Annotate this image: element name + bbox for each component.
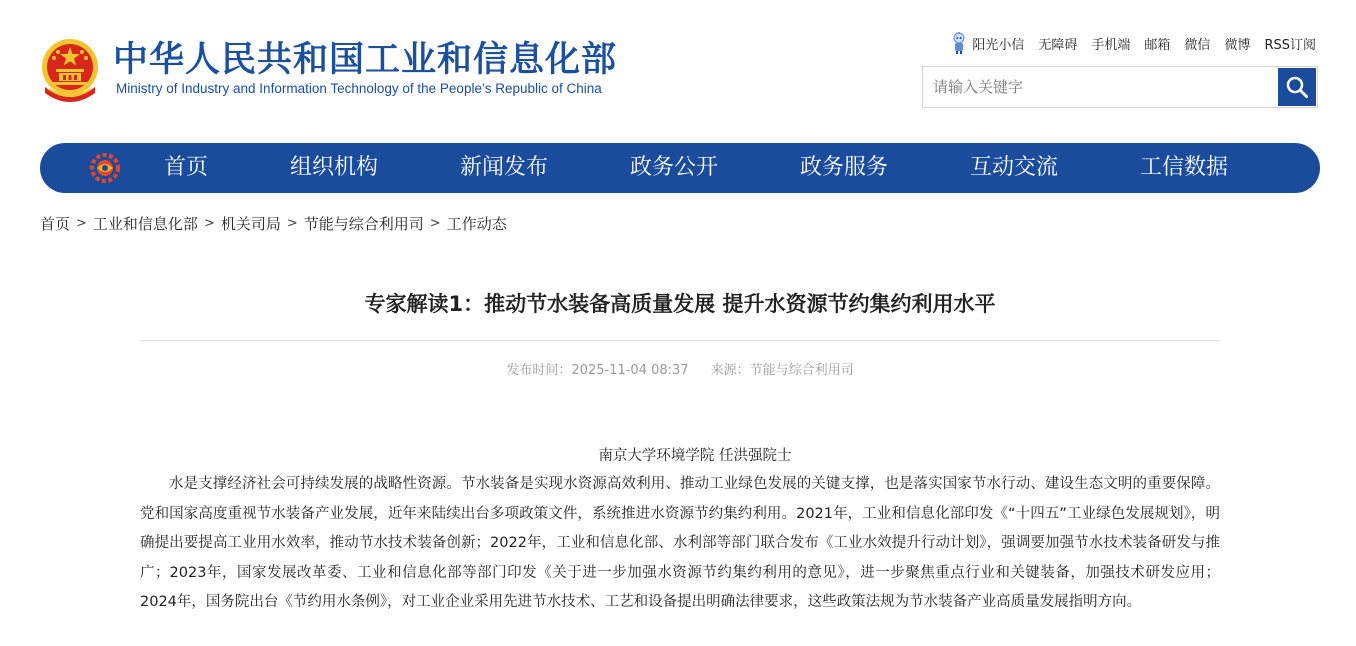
link-wechat[interactable]: 微信 (1184, 37, 1211, 53)
mascot-icon (951, 32, 967, 54)
link-mascot[interactable] (951, 32, 1024, 54)
nav-news[interactable]: 新闻发布 (459, 155, 549, 180)
national-emblem-icon[interactable] (39, 37, 101, 103)
link-accessibility[interactable]: 无障碍 (1038, 37, 1078, 53)
breadcrumb-separator: > (429, 216, 441, 231)
article-author: 南京大学环境学院 任洪强院士 (598, 448, 792, 464)
nav-home[interactable]: 首页 (163, 155, 209, 180)
breadcrumb-ministry[interactable]: 工业和信息化部 (92, 215, 198, 233)
breadcrumb-energy-dept[interactable]: 节能与综合利用司 (303, 215, 424, 233)
search-box (922, 66, 1318, 108)
nav-data[interactable]: 工信数据 (1139, 155, 1229, 180)
search-input[interactable] (923, 67, 1277, 107)
breadcrumb-departments[interactable]: 机关司局 (220, 215, 281, 233)
main-nav (40, 143, 1320, 193)
breadcrumb-work-news[interactable]: 工作动态 (446, 215, 507, 233)
breadcrumb-separator: > (286, 216, 298, 231)
breadcrumb-separator: > (203, 216, 215, 231)
breadcrumb-separator: > (76, 216, 87, 231)
link-weibo[interactable]: 微博 (1224, 37, 1251, 53)
nav-gov-affairs[interactable]: 政务公开 (629, 155, 719, 180)
link-mail[interactable]: 邮箱 (1144, 37, 1171, 53)
search-icon (1285, 75, 1309, 99)
breadcrumb (40, 213, 507, 234)
nav-gov-services[interactable]: 政务服务 (799, 155, 889, 180)
article-paragraph: 水是支撑经济社会可持续发展的战略性资源。节水装备是实现水资源高效利用、推动工业绿色发展的关键支撑，也是落实国家节水行动、建设生态文明的重要保障。党和国家高度重视节水装备产业发展，近年来陆续出台多项政策文件，系统推进水资源节约集约利用。2021年，工业和信息化部印发《“十四五”工业绿色发展规划》，明确提出要提高工业用水效率，推动节水技术装备创新；2022年，工业和信息化部、水利部等部门联合发布《工业水效提升行动计划》，强调要加强节水技术装备研发与推广；2023年，国家发展改革委、工业和信息化部等部门印发《关于进一步加强水资源节约集约利用的意见》，进一步聚焦重点行业和关键装备，加强技术研发应用；2024年，国务院出台《节约用水条例》，对工业企业采用先进节水技术、工艺和设备提出明确法律要求，这些政策法规为节水装备产业高质量发展指明方向。 (140, 476, 1220, 610)
search-button[interactable] (1278, 68, 1316, 106)
publish-time: 发布时间：2025-11-04 08:37 (506, 363, 689, 378)
article-meta (140, 359, 1220, 378)
nav-interaction[interactable]: 互动交流 (969, 155, 1059, 180)
title-divider (140, 340, 1220, 341)
link-label: 阳光小信 (972, 37, 1025, 53)
site-title[interactable]: 中华人民共和国工业和信息化部 (113, 40, 618, 80)
top-links (951, 32, 1316, 54)
link-mobile[interactable]: 手机端 (1091, 37, 1131, 53)
nav-organization[interactable]: 组织机构 (289, 155, 379, 180)
breadcrumb-home[interactable]: 首页 (40, 215, 71, 233)
article-source: 来源：节能与综合利用司 (710, 363, 854, 378)
miit-logo-icon[interactable] (88, 151, 122, 185)
site-subtitle: Ministry of Industry and Information Technology of the People’s Republic of China (116, 81, 602, 96)
link-rss[interactable]: RSS订阅 (1264, 37, 1316, 53)
article-title: 专家解读1：推动节水装备高质量发展 提升水资源节约集约利用水平 (364, 292, 996, 316)
